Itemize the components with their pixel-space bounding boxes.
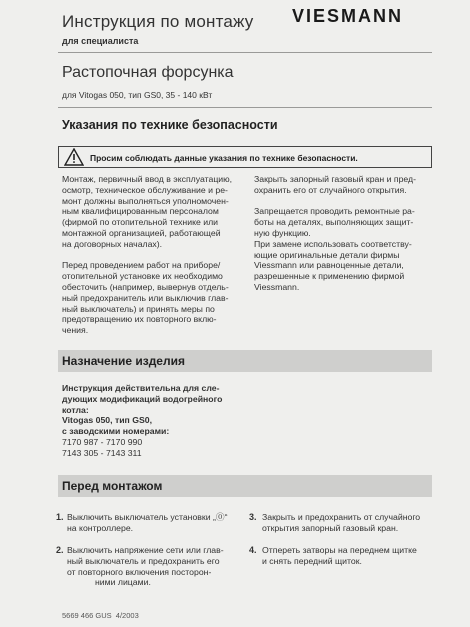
safety-left-column [62, 174, 242, 336]
viessmann-logo: VIESMANN [292, 6, 404, 26]
text-line: котла: [62, 404, 89, 415]
step-text [67, 545, 247, 588]
text-line: ный выключатель) и принять меры по [62, 303, 215, 314]
safety-heading: Указания по технике безопасности [62, 118, 278, 132]
text-line: на договорных началах). [62, 238, 163, 249]
text-line: ный выключатель и предохранить его [67, 555, 220, 566]
text-line: Выключить выключатель установки „⓪“ [67, 512, 228, 522]
step-text [262, 545, 442, 567]
step-number: 4. [249, 545, 257, 555]
header-title: Инструкция по монтажу [62, 12, 254, 31]
text-line: (фирмой по отопительной технике или [62, 217, 219, 228]
serial-range: 7143 305 - 7143 311 [62, 447, 142, 458]
text-line: ную функцию. [254, 227, 311, 238]
text-line: Монтаж, первичный ввод в эксплуатацию, [62, 174, 233, 184]
text-line: боты на деталях, выполняющих защит- [254, 217, 414, 228]
text-line: Перед проведением работ на приборе/ [62, 260, 221, 271]
spacer [254, 196, 434, 207]
text-line: от повторного включения посторон- [67, 566, 212, 577]
serial-range: 7170 987 - 7170 990 [62, 436, 143, 447]
document-date: 4/2003 [115, 611, 139, 620]
text-line: с заводскими номерами: [62, 426, 170, 437]
text-line: предотвращению их повторного вклю- [62, 314, 217, 325]
step-text [262, 512, 442, 534]
install-heading: Перед монтажом [62, 479, 163, 493]
safety-notice-text: Просим соблюдать данные указания по технике безопасности. [90, 153, 358, 163]
text-line: и снять передний щиток. [262, 555, 362, 566]
text-line: Закрыть и предохранить от случайного [262, 512, 421, 522]
text-line: Vitogas 050, тип GS0, [62, 415, 153, 426]
text-line: ный предохранитель или выключив глав- [62, 292, 229, 303]
text-line: При замене использовать соответству- [254, 238, 412, 249]
text-line: Инструкция действительна для сле- [62, 383, 220, 393]
document-subtitle: для Vitogas 050, тип GS0, 35 - 140 кВт [62, 90, 213, 100]
text-line: ным квалифицированным персоналом [62, 206, 219, 217]
step-number: 1. [56, 512, 64, 522]
text-line: Закрыть запорный газовый кран и пред- [254, 174, 416, 184]
text-line: Viessmann. [254, 281, 300, 292]
document-code: 5669 466 GUS [62, 611, 112, 620]
step-text [67, 512, 247, 534]
text-line: Отпереть затворы на переднем щитке [262, 545, 417, 555]
footer-code [62, 611, 139, 620]
text-line: Запрещается проводить ремонтные ра- [254, 206, 415, 217]
document-title: Растопочная форсунка [62, 64, 234, 81]
purpose-heading: Назначение изделия [62, 354, 185, 368]
divider [58, 52, 432, 53]
purpose-text [62, 383, 262, 459]
text-line: дующих модификаций водогрейного [62, 393, 223, 404]
text-line: монтажной организацией, работающей [62, 227, 221, 238]
header-subtitle: для специалиста [62, 36, 139, 46]
text-line: монт должны выполняться уполномочен- [62, 195, 229, 206]
step-number: 3. [249, 512, 257, 522]
text-line: на контроллере. [67, 522, 134, 533]
text-line: открытия запорный газовый кран. [262, 522, 399, 533]
text-line: Viessmann или равноценные детали, [254, 260, 404, 271]
warning-triangle-icon [64, 148, 84, 166]
text-line: чения. [62, 325, 89, 336]
text-line: Выключить напряжение сети или глав- [67, 545, 224, 555]
text-line: осмотр, техническое обслуживание и ре- [62, 184, 228, 195]
text-line: обесточить (например, вывернув отдель- [62, 281, 229, 292]
text-line: отопительной установке их необходимо [62, 271, 223, 282]
step-number: 2. [56, 545, 64, 555]
spacer [62, 250, 242, 261]
text-line: ющие оригинальные детали фирмы [254, 249, 400, 260]
text-line: разрешенные к применению фирмой [254, 271, 405, 282]
divider [58, 107, 432, 108]
text-line: ними лицами. [95, 577, 151, 588]
safety-right-column [254, 174, 434, 293]
text-line: охранить его от случайного открытия. [254, 184, 407, 195]
